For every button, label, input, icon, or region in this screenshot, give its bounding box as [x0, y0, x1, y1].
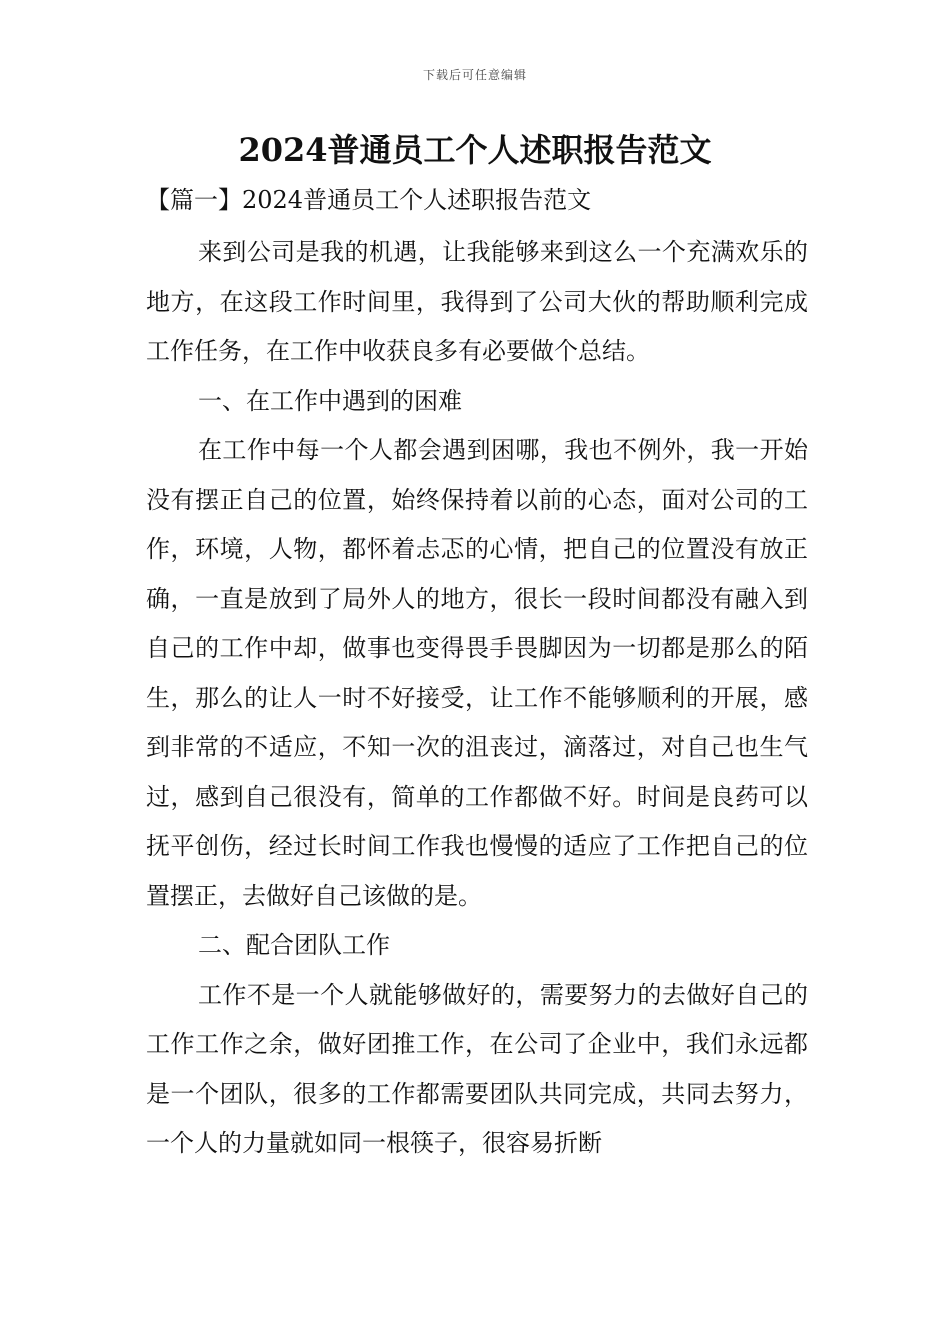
header-note: 下载后可任意编辑: [422, 68, 527, 82]
document-body: [146, 228, 808, 1169]
paragraph-teamwork: 工作不是一个人就能够做好的，需要努力的去做好自己的工作工作之余，做好团推工作，在公司了企业中，我们永远都是一个团队，很多的工作都需要团队共同完成，共同去努力，一个人的力量就如同一根筷子，很容易折断: [146, 980, 808, 1157]
paragraph-difficulties: 在工作中每一个人都会遇到困哪，我也不例外，我一开始没有摆正自己的位置，始终保持着以前的心态，面对公司的工作，环境，人物，都怀着忐忑的心情，把自己的位置没有放正确，一直是放到了局外人的地方，很长一段时间都没有融入到自己的工作中却，做事也变得畏手畏脚因为一切都是那么的陌生，那么的让人一时不好接受，让工作不能够顺利的开展，感到非常的不适应，不知一次的沮丧过，滴落过，对自己也生气过，感到自己很没有，简单的工作都做不好。时间是良药可以抚平创伤，经过长时间工作我也慢慢的适应了工作把自己的位置摆正，去做好自己该做的是。: [146, 436, 808, 910]
document-title: 2024普通员工个人述职报告范文: [238, 131, 712, 169]
subheading-difficulties: 一、在工作中遇到的困难: [198, 386, 462, 415]
paragraph-intro: 来到公司是我的机遇，让我能够来到这么一个充满欢乐的地方，在这段工作时间里，我得到了公司大伙的帮助顺利完成工作任务，在工作中收获良多有必要做个总结。: [146, 238, 808, 365]
subheading-teamwork: 二、配合团队工作: [198, 931, 390, 959]
section-heading: 【篇一】2024普通员工个人述职报告范文: [146, 186, 592, 214]
